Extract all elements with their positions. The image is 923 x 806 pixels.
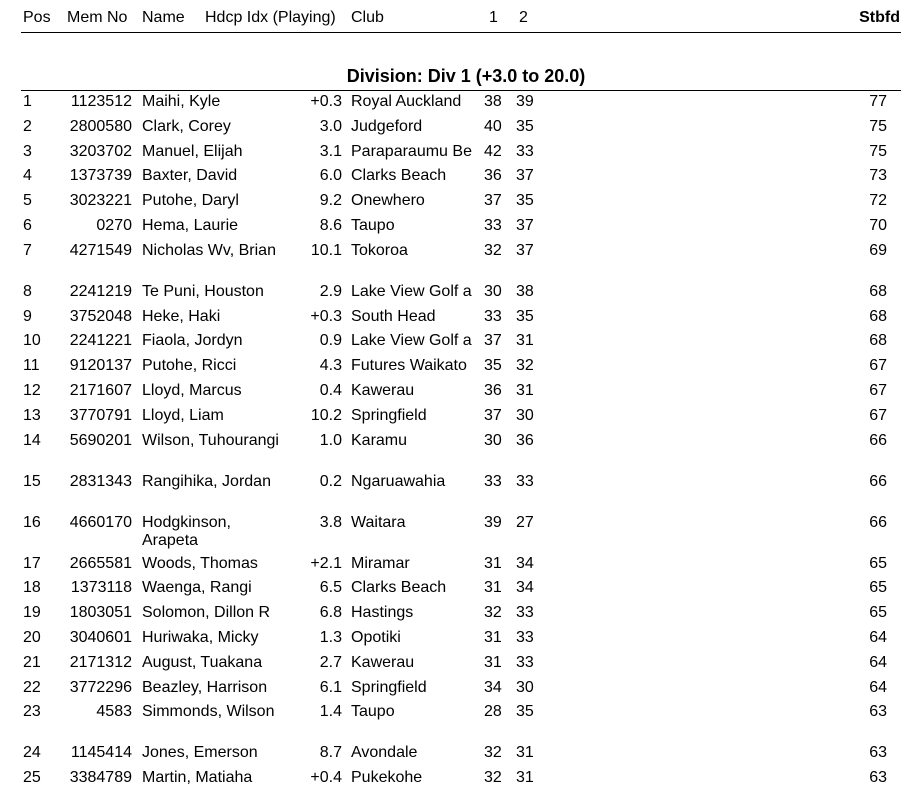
row-stbfd: 68: [869, 282, 887, 300]
row-stbfd: 66: [869, 472, 887, 490]
row-stbfd: 65: [869, 604, 887, 622]
row-name: Wilson, Tuhourangi: [142, 431, 279, 449]
row-mem-no: 1373739: [69, 167, 132, 185]
row-name: Lloyd, Liam: [142, 406, 224, 424]
row-round-2: 33: [516, 604, 534, 622]
division-divider: [21, 90, 901, 91]
row-pos: 12: [23, 381, 41, 399]
row-pos: 5: [23, 192, 32, 210]
row-club: Lake View Golf a: [351, 332, 472, 350]
row-club: Waitara: [351, 513, 406, 531]
row-club: Hastings: [351, 604, 414, 622]
row-name: Nicholas Wv, Brian: [142, 241, 276, 259]
row-hdcp: 4.3: [319, 357, 342, 375]
row-stbfd: 67: [869, 381, 887, 399]
row-mem-no: 1123512: [70, 93, 132, 110]
row-stbfd: 66: [869, 431, 887, 449]
row-pos: 4: [23, 167, 32, 185]
table-row: [0, 703, 923, 744]
table-row: [0, 242, 923, 283]
row-hdcp: 6.1: [319, 678, 342, 696]
row-pos: 3: [23, 142, 32, 160]
row-round-2: 31: [516, 381, 534, 399]
row-mem-no: 0270: [96, 216, 132, 234]
table-row: [0, 473, 923, 514]
row-hdcp: 3.0: [319, 117, 342, 135]
row-pos: 11: [23, 357, 40, 375]
row-mem-no: 2171312: [69, 653, 132, 671]
row-club: Judgeford: [351, 117, 423, 135]
header-stbfd: Stbfd: [859, 9, 900, 26]
row-round-1: 32: [484, 769, 502, 787]
row-round-2: 33: [516, 142, 534, 160]
row-mem-no: 1145414: [70, 744, 132, 762]
table-row: [0, 679, 923, 704]
row-club: Ngaruawahia: [351, 472, 446, 490]
row-round-2: 37: [516, 241, 534, 259]
row-club: Miramar: [351, 554, 410, 572]
row-round-2: 37: [516, 167, 534, 185]
row-hdcp: 6.8: [319, 604, 342, 622]
row-stbfd: 64: [869, 628, 887, 646]
row-pos: 8: [23, 282, 32, 300]
row-pos: 7: [23, 241, 32, 259]
row-mem-no: 9120137: [69, 357, 132, 375]
row-stbfd: 63: [869, 703, 887, 721]
row-round-1: 33: [484, 216, 502, 234]
row-stbfd: 64: [869, 653, 887, 671]
table-row: [0, 357, 923, 382]
table-row: [0, 555, 923, 580]
row-round-2: 34: [516, 579, 534, 597]
table-row: [0, 654, 923, 679]
header-round-2: 2: [519, 9, 528, 26]
row-round-1: 33: [484, 307, 502, 325]
row-round-1: 37: [484, 332, 502, 350]
row-name: Solomon, Dillon R: [142, 604, 271, 622]
row-club: Opotiki: [351, 628, 401, 646]
row-name: Fiaola, Jordyn: [142, 332, 243, 350]
row-round-1: 31: [484, 653, 502, 671]
row-club: Springfield: [351, 678, 427, 696]
row-stbfd: 73: [869, 167, 887, 185]
row-hdcp: 1.4: [319, 703, 342, 721]
row-pos: 10: [23, 332, 41, 350]
row-name: Huriwaka, Micky: [142, 628, 259, 646]
row-mem-no: 3752048: [69, 307, 132, 325]
row-hdcp: 9.2: [319, 192, 342, 210]
row-club: Clarks Beach: [351, 579, 447, 597]
row-round-1: 32: [484, 241, 502, 259]
row-mem-no: 3772296: [69, 678, 132, 696]
row-name: Hema, Laurie: [142, 216, 239, 234]
row-name: Baxter, David: [142, 167, 238, 185]
row-hdcp: 0.9: [319, 332, 342, 350]
row-hdcp: 10.1: [310, 241, 342, 259]
row-name: August, Tuakana: [142, 653, 263, 671]
row-mem-no: 2831343: [69, 472, 132, 490]
row-round-2: 30: [516, 406, 534, 424]
row-mem-no: 5690201: [69, 431, 132, 449]
table-row: [0, 93, 923, 118]
row-round-2: 34: [516, 554, 534, 572]
row-mem-no: 4583: [96, 703, 132, 721]
row-round-1: 32: [484, 744, 502, 762]
row-mem-no: 1373118: [70, 579, 132, 597]
row-round-2: 35: [516, 307, 534, 325]
table-row: [0, 604, 923, 629]
row-hdcp: +0.3: [310, 93, 342, 110]
table-row: [0, 432, 923, 473]
row-pos: 9: [23, 307, 32, 325]
row-club: Kawerau: [351, 381, 415, 399]
row-stbfd: 65: [869, 579, 887, 597]
row-pos: 24: [23, 744, 41, 762]
row-hdcp: 3.1: [319, 142, 342, 160]
row-pos: 6: [23, 216, 32, 234]
row-hdcp: 2.9: [319, 282, 342, 300]
row-round-2: 33: [516, 628, 534, 646]
header-round-1: 1: [489, 9, 498, 26]
row-pos: 20: [23, 628, 41, 646]
row-pos: 1: [23, 93, 32, 110]
row-round-2: 27: [516, 513, 534, 531]
row-club: Tokoroa: [351, 241, 408, 259]
results-table: [0, 93, 923, 794]
row-stbfd: 63: [869, 769, 887, 787]
row-name: Clark, Corey: [142, 117, 231, 135]
table-row: [0, 283, 923, 308]
header-pos: Pos: [23, 9, 51, 26]
header-club: Club: [351, 9, 384, 26]
row-mem-no: 2800580: [69, 117, 132, 135]
row-hdcp: 1.3: [319, 628, 342, 646]
row-name: Te Puni, Houston: [142, 282, 264, 300]
row-name: Beazley, Harrison: [142, 678, 268, 696]
row-round-2: 39: [516, 93, 534, 110]
row-stbfd: 68: [869, 307, 887, 325]
row-round-1: 38: [484, 93, 502, 110]
row-stbfd: 67: [869, 406, 887, 424]
column-header: [0, 0, 923, 34]
row-hdcp: 0.2: [319, 472, 342, 490]
row-round-2: 35: [516, 192, 534, 210]
row-round-1: 35: [484, 357, 502, 375]
row-club: Lake View Golf a: [351, 282, 472, 300]
row-pos: 13: [23, 406, 41, 424]
header-divider: [21, 32, 901, 33]
row-pos: 18: [23, 579, 41, 597]
row-mem-no: 4271549: [69, 241, 132, 259]
row-mem-no: 3384789: [69, 769, 132, 787]
row-hdcp: 10.2: [310, 406, 342, 424]
row-hdcp: 0.4: [319, 381, 342, 399]
table-row: [0, 167, 923, 192]
table-row: [0, 769, 923, 794]
row-hdcp: 6.5: [319, 579, 342, 597]
row-hdcp: 8.6: [319, 216, 342, 234]
table-row: [0, 514, 923, 555]
row-stbfd: 70: [869, 216, 887, 234]
row-pos: 2: [23, 117, 32, 135]
row-hdcp: 3.8: [319, 513, 342, 531]
row-round-1: 37: [484, 192, 502, 210]
row-stbfd: 63: [869, 744, 887, 762]
row-round-2: 30: [516, 678, 534, 696]
row-round-1: 34: [484, 678, 502, 696]
row-round-2: 31: [516, 744, 534, 762]
row-round-2: 31: [516, 769, 534, 787]
row-mem-no: 2171607: [69, 381, 132, 399]
row-name: Lloyd, Marcus: [142, 381, 242, 399]
row-round-1: 31: [484, 554, 502, 572]
table-row: [0, 192, 923, 217]
table-row: [0, 407, 923, 432]
row-name: Rangihika, Jordan: [142, 472, 271, 490]
row-club: South Head: [351, 307, 436, 325]
table-row: [0, 143, 923, 168]
row-name: Maihi, Kyle: [142, 93, 221, 110]
row-hdcp: 6.0: [319, 167, 342, 185]
row-pos: 19: [23, 604, 41, 622]
row-mem-no: 1803051: [69, 604, 132, 622]
row-round-2: 33: [516, 472, 534, 490]
row-mem-no: 4660170: [69, 513, 132, 531]
row-stbfd: 75: [869, 117, 887, 135]
row-club: Onewhero: [351, 192, 425, 210]
row-stbfd: 68: [869, 332, 887, 350]
row-hdcp: +2.1: [310, 554, 342, 572]
row-stbfd: 64: [869, 678, 887, 696]
row-stbfd: 65: [869, 554, 887, 572]
row-round-1: 36: [484, 381, 502, 399]
row-round-1: 39: [484, 513, 502, 531]
row-name: Waenga, Rangi: [142, 579, 252, 597]
row-hdcp: 2.7: [319, 653, 342, 671]
header-hdcp: Hdcp Idx (Playing): [205, 9, 336, 26]
row-round-1: 31: [484, 579, 502, 597]
row-round-2: 36: [516, 431, 534, 449]
row-club: Kawerau: [351, 653, 415, 671]
row-hdcp: 8.7: [319, 744, 342, 762]
row-mem-no: 2241219: [69, 282, 132, 300]
row-round-2: 38: [516, 282, 534, 300]
row-club: Clarks Beach: [351, 167, 447, 185]
row-round-1: 36: [484, 167, 502, 185]
row-club: Pukekohe: [351, 769, 423, 787]
row-round-1: 40: [484, 117, 502, 135]
row-name: Putohe, Ricci: [142, 357, 237, 375]
row-name: Heke, Haki: [142, 307, 221, 325]
row-round-2: 37: [516, 216, 534, 234]
row-name: Manuel, Elijah: [142, 142, 243, 160]
table-row: [0, 629, 923, 654]
row-mem-no: 3023221: [69, 192, 132, 210]
table-row: [0, 217, 923, 242]
row-club: Futures Waikato: [351, 357, 467, 375]
row-pos: 15: [23, 472, 41, 490]
row-round-2: 35: [516, 703, 534, 721]
row-club: Taupo: [351, 703, 395, 721]
row-stbfd: 77: [869, 93, 887, 110]
row-round-1: 37: [484, 406, 502, 424]
table-row: [0, 382, 923, 407]
row-name: Putohe, Daryl: [142, 192, 239, 210]
row-stbfd: 69: [869, 241, 887, 259]
row-hdcp: +0.3: [310, 307, 342, 325]
table-row: [0, 744, 923, 769]
table-row: [0, 118, 923, 143]
header-mem-no: Mem No: [67, 9, 128, 26]
row-pos: 21: [23, 653, 41, 671]
row-round-1: 31: [484, 628, 502, 646]
row-hdcp: 1.0: [319, 431, 342, 449]
row-round-1: 30: [484, 282, 502, 300]
row-mem-no: 2241221: [69, 332, 132, 350]
row-pos: 17: [23, 554, 41, 572]
row-name: Woods, Thomas: [142, 554, 258, 572]
row-name: Hodgkinson, Arapeta: [142, 513, 231, 549]
row-pos: 25: [23, 769, 41, 787]
table-row: [0, 308, 923, 333]
row-stbfd: 72: [869, 192, 887, 210]
row-round-1: 28: [484, 703, 502, 721]
header-name: Name: [142, 9, 185, 26]
row-stbfd: 66: [869, 513, 887, 531]
row-club: Paraparaumu Be: [351, 142, 472, 160]
row-mem-no: 2665581: [69, 554, 132, 572]
row-club: Royal Auckland: [351, 93, 462, 110]
table-row: [0, 332, 923, 357]
row-name: Jones, Emerson: [142, 744, 258, 762]
row-pos: 23: [23, 703, 41, 721]
row-name: Martin, Matiaha: [142, 769, 253, 787]
row-round-2: 33: [516, 653, 534, 671]
row-round-1: 30: [484, 431, 502, 449]
row-hdcp: +0.4: [310, 769, 342, 787]
row-mem-no: 3770791: [69, 406, 132, 424]
row-club: Avondale: [351, 744, 418, 762]
row-round-1: 33: [484, 472, 502, 490]
row-round-2: 35: [516, 117, 534, 135]
row-pos: 22: [23, 678, 41, 696]
division-title: Division: Div 1 (+3.0 to 20.0): [346, 66, 586, 86]
row-club: Taupo: [351, 216, 395, 234]
row-pos: 14: [23, 431, 41, 449]
row-round-1: 42: [484, 142, 502, 160]
row-mem-no: 3203702: [69, 142, 132, 160]
row-round-1: 32: [484, 604, 502, 622]
row-round-2: 31: [516, 332, 534, 350]
table-row: [0, 579, 923, 604]
row-round-2: 32: [516, 357, 534, 375]
row-club: Karamu: [351, 431, 408, 449]
row-pos: 16: [23, 513, 41, 531]
row-stbfd: 75: [869, 142, 887, 160]
row-name: Simmonds, Wilson: [142, 703, 275, 721]
row-club: Springfield: [351, 406, 427, 424]
row-stbfd: 67: [869, 357, 887, 375]
row-mem-no: 3040601: [69, 628, 132, 646]
